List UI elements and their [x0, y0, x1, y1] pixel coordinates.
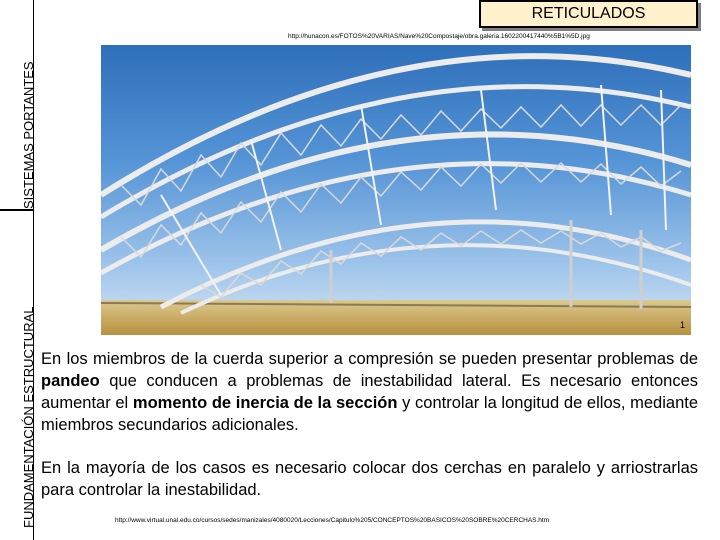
lower-chord-2	[101, 164, 691, 273]
paragraph1-text-b: que conducen a problemas de inestabilidad lateral. Es necesario entonces aumentar el	[41, 372, 698, 412]
slide-title-box	[479, 0, 698, 28]
image-source-url: http://hunacon.es/FOTOS%20VARIAS/Nave%20Compostaje/obra.galeria.1602200417440%5B1%5D.jpg	[288, 33, 590, 40]
paragraph-compression-members	[41, 348, 698, 436]
truss-roof-photo	[101, 45, 691, 335]
truss-structure-illustration	[101, 45, 691, 335]
paragraph-parallel-trusses: En la mayoría de los casos es necesario colocar dos cerchas en paralelo y arriostrarlas para controlar la inestabilidad.	[41, 459, 698, 499]
sidebar-label-bottom: FUNDAMENTACIÓN ESTRUCTURAL	[21, 306, 36, 528]
reference-url: http://www.virtual.unal.edu.co/cursos/sedes/manizales/4080020/Lecciones/Capitulo%205/CONCEPTOS%20BASICOS%20SOBRE%20CERCHAS.htm	[115, 517, 550, 524]
sidebar-label-top: SISTEMAS PORTANTES	[21, 61, 36, 209]
term-pandeo: pandeo	[41, 372, 100, 390]
slide-title: RETICULADOS	[531, 5, 646, 22]
sidebar-separator	[0, 209, 34, 211]
figure-number: 1	[680, 320, 686, 330]
paragraph1-text-c: y controlar la longitud de ellos, mediante miembros secundarios adicionales.	[41, 394, 699, 434]
term-momento-de-inercia: momento de inercia de la sección	[132, 394, 398, 412]
upper-chord-3	[161, 222, 691, 307]
paragraph1-text-a: En los miembros de la cuerda superior a compresión se pueden presentar problemas de	[41, 350, 698, 368]
